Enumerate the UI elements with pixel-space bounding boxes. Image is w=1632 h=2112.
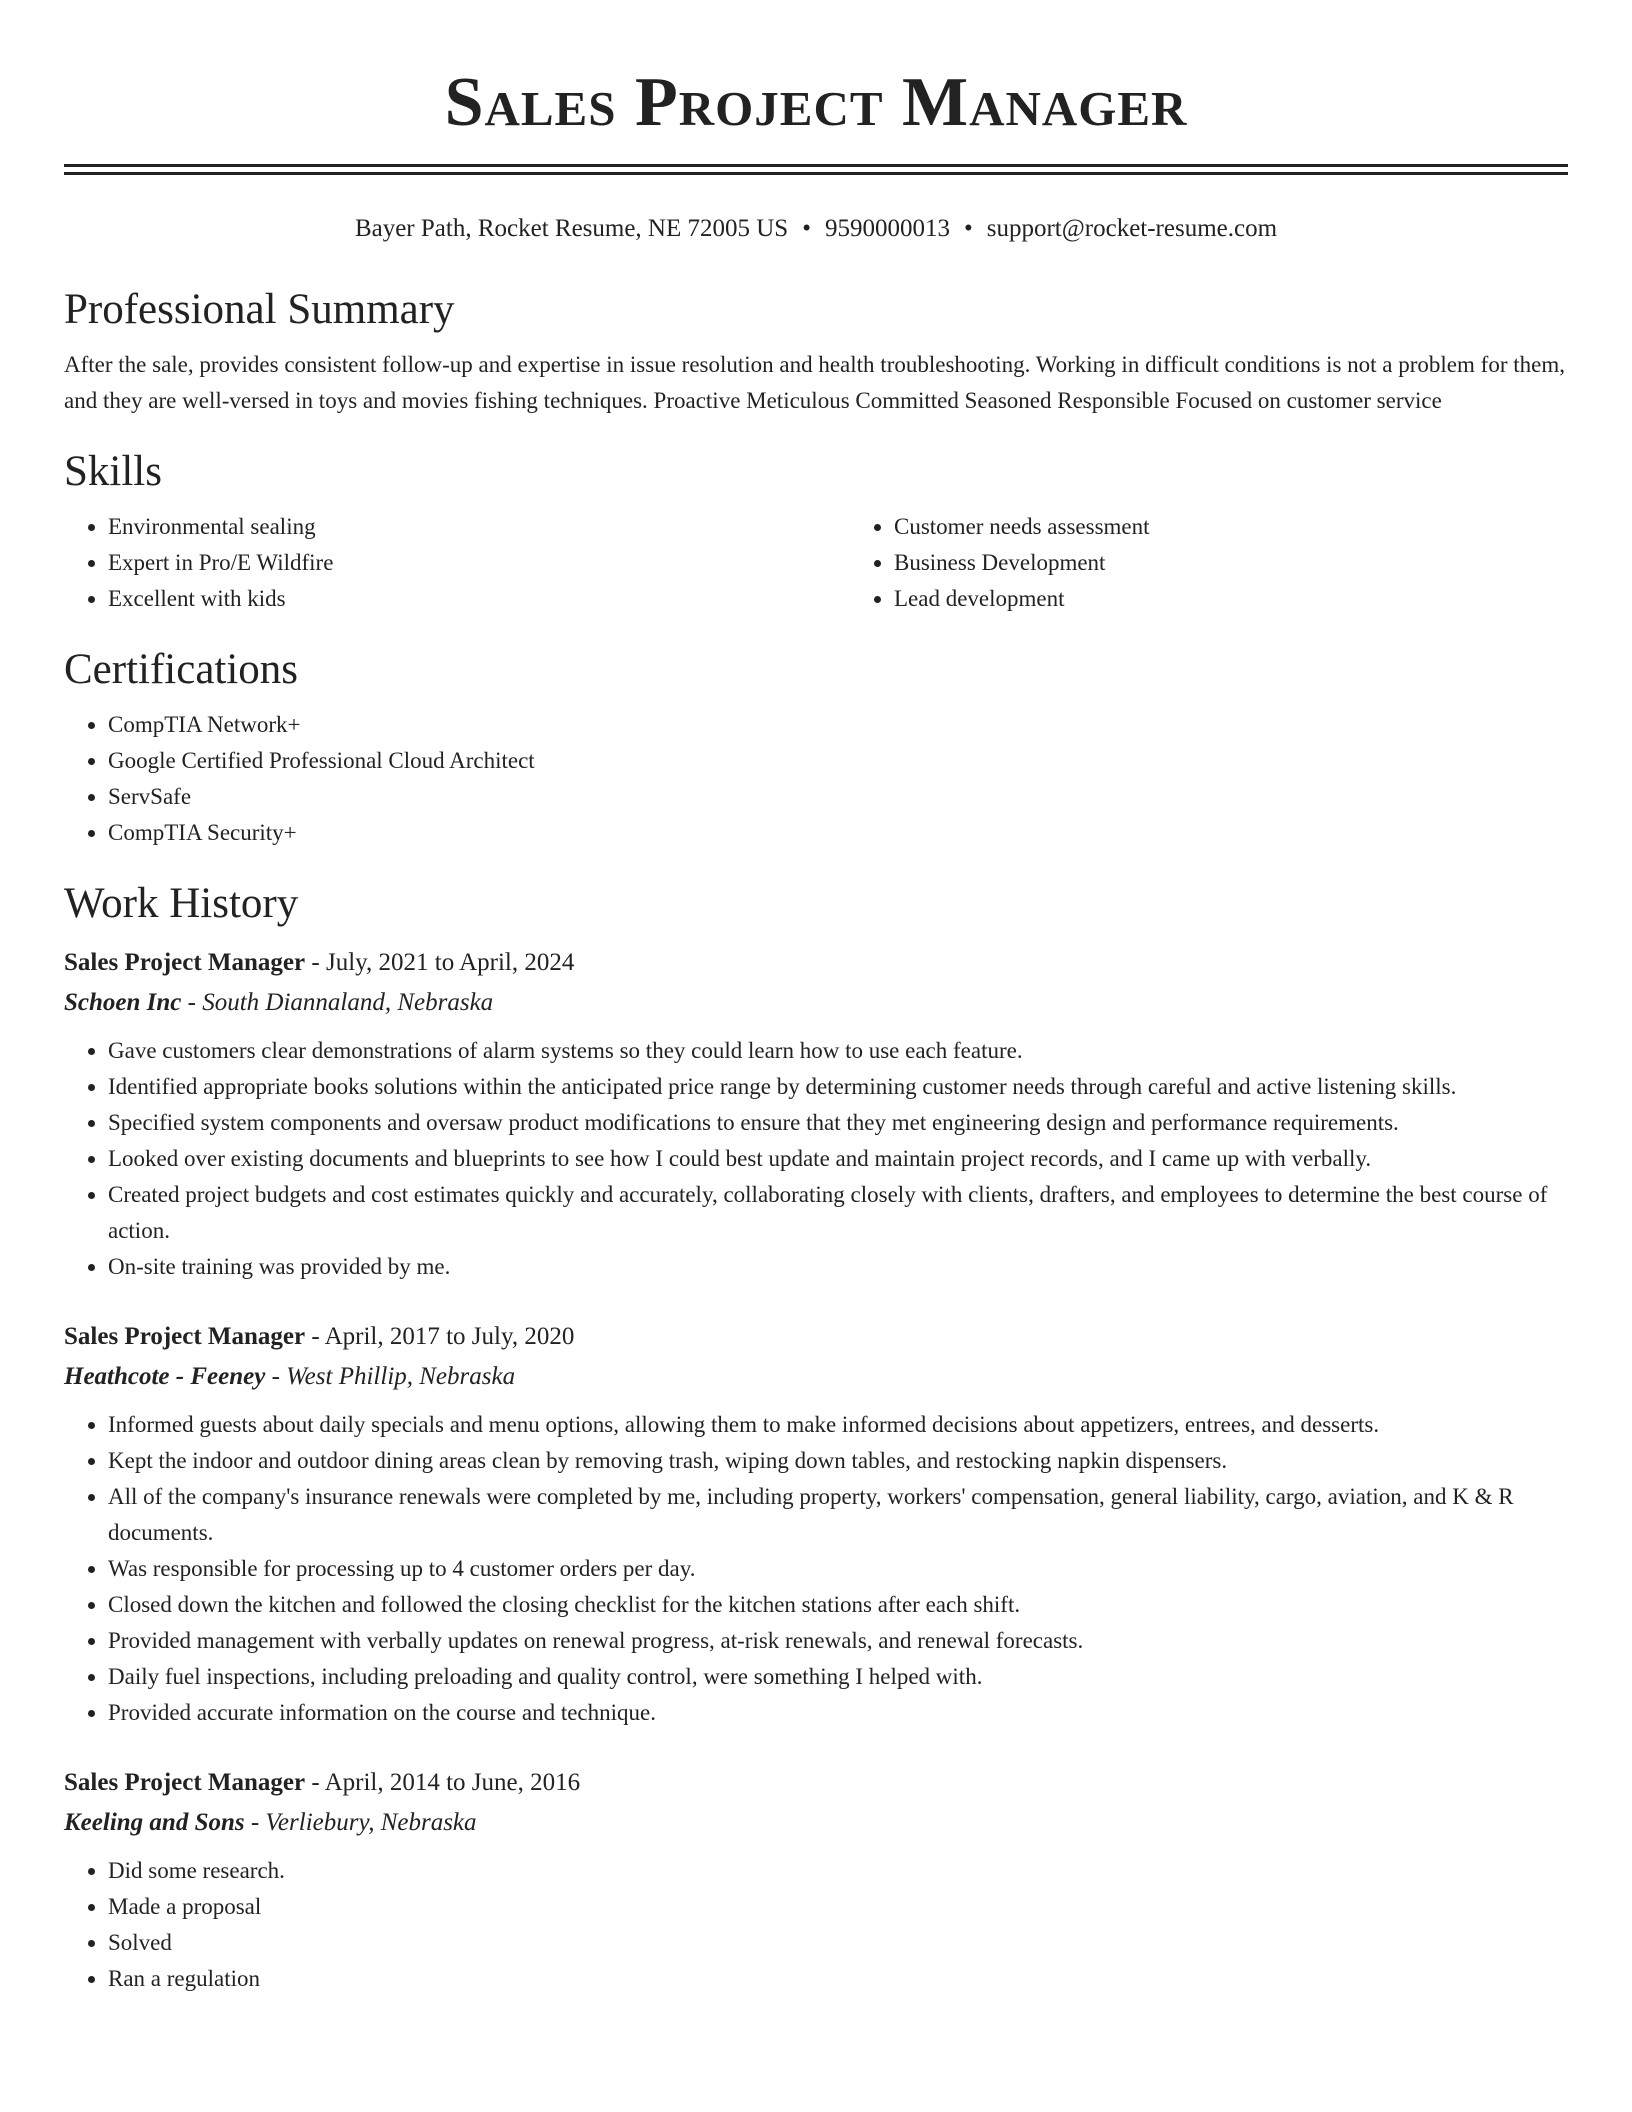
- skills-heading: Skills: [64, 448, 162, 495]
- job-title-line: [64, 1763, 1568, 1803]
- job-title: Sales Project Manager: [64, 949, 306, 976]
- job-bullet: • Gave customers clear demonstrations of alarm systems so they could learn how to use each feature.: [108, 1033, 1568, 1069]
- job-location: - South Diannaland, Nebraska: [181, 989, 494, 1016]
- job-bullet: • Daily fuel inspections, including preloading and quality control, were something I helped with.: [108, 1659, 1568, 1695]
- certification-item: • ServSafe: [108, 779, 1568, 815]
- job-company: Keeling and Sons: [64, 1809, 245, 1836]
- job-bullet: • Looked over existing documents and blueprints to see how I could best update and maintain project records, and I came up with verbally.: [108, 1141, 1568, 1177]
- skill-item: • Expert in Pro/E Wildfire: [108, 545, 850, 581]
- job-bullet: • Was responsible for processing up to 4 customer orders per day.: [108, 1551, 1568, 1587]
- certification-item: • CompTIA Network+: [108, 707, 1568, 743]
- job-bullet: • Did some research.: [108, 1853, 1568, 1889]
- skill-item: • Customer needs assessment: [894, 509, 1632, 545]
- job-bullets: [64, 1853, 1568, 1997]
- job-bullet: • Closed down the kitchen and followed the closing checklist for the kitchen stations after each shift.: [108, 1587, 1568, 1623]
- job-title-line: [64, 1317, 1568, 1357]
- job-bullet: • On-site training was provided by me.: [108, 1249, 1568, 1285]
- skill-item: • Lead development: [894, 581, 1632, 617]
- job-entry: [64, 943, 1568, 1285]
- summary-text: After the sale, provides consistent follow-up and expertise in issue resolution and health troubleshooting. Working in difficult conditions is not a problem for them, and they are well-versed in toys and movies fishing techniques. Proactive Meticulous Committed Seasoned Responsible Focused on customer service: [64, 352, 1565, 413]
- contact-phone: 9590000013: [824, 215, 950, 242]
- contact-separator: •: [963, 215, 973, 242]
- job-entry: [64, 1763, 1568, 1997]
- skills-list-right: [850, 509, 1632, 617]
- resume-title: Sales Project Manager: [444, 64, 1188, 141]
- job-bullet: • Ran a regulation: [108, 1961, 1568, 1997]
- contact-address: Bayer Path, Rocket Resume, NE 72005 US: [354, 215, 789, 242]
- job-entry: [64, 1317, 1568, 1731]
- contact-line: [64, 213, 1568, 245]
- certifications-list: [64, 707, 1568, 851]
- skill-item: • Business Development: [894, 545, 1632, 581]
- title-double-rule: [64, 164, 1568, 175]
- contact-email: support@rocket-resume.com: [986, 215, 1278, 242]
- job-dates: - April, 2017 to July, 2020: [305, 1323, 575, 1350]
- summary-heading: Professional Summary: [64, 286, 455, 333]
- job-bullet: • Specified system components and oversaw product modifications to ensure that they met engineering design and performance requirements.: [108, 1105, 1568, 1141]
- job-title: Sales Project Manager: [64, 1769, 306, 1796]
- job-company-line: [64, 1357, 1568, 1397]
- job-company: Schoen Inc: [64, 989, 182, 1016]
- job-bullets: [64, 1033, 1568, 1285]
- contact-separator: •: [802, 215, 811, 242]
- job-bullet: • Provided management with verbally updates on renewal progress, at-risk renewals, and renewal forecasts.: [108, 1623, 1568, 1659]
- work-history-section: [64, 879, 1568, 1997]
- certification-item: • CompTIA Security+: [108, 815, 1568, 851]
- job-bullet: • Solved: [108, 1925, 1568, 1961]
- job-bullet: • Kept the indoor and outdoor dining areas clean by removing trash, wiping down tables, and restocking napkin dispensers.: [108, 1443, 1568, 1479]
- job-title-line: [64, 943, 1568, 983]
- certification-item: • Google Certified Professional Cloud Architect: [108, 743, 1568, 779]
- skills-section: [64, 447, 1568, 617]
- job-bullet: • Provided accurate information on the course and technique.: [108, 1695, 1568, 1731]
- job-company-line: [64, 1803, 1568, 1843]
- skills-columns: [64, 509, 1568, 617]
- certifications-heading: Certifications: [64, 646, 299, 693]
- job-bullet: • Identified appropriate books solutions within the anticipated price range by determining customer needs through careful and active listening skills.: [108, 1069, 1568, 1105]
- job-location: - Verliebury, Nebraska: [244, 1809, 477, 1836]
- skill-item: • Excellent with kids: [108, 581, 850, 617]
- job-dates: - July, 2021 to April, 2024: [305, 949, 575, 976]
- job-dates: - April, 2014 to June, 2016: [305, 1769, 581, 1796]
- job-bullet: • All of the company's insurance renewals were completed by me, including property, workers' compensation, general liability, cargo, aviation, and K & R documents.: [108, 1479, 1568, 1551]
- job-bullets: [64, 1407, 1568, 1731]
- skill-item: • Environmental sealing: [108, 509, 850, 545]
- job-bullet: • Informed guests about daily specials and menu options, allowing them to make informed decisions about appetizers, entrees, and desserts.: [108, 1407, 1568, 1443]
- job-bullet: • Made a proposal: [108, 1889, 1568, 1925]
- job-title: Sales Project Manager: [64, 1323, 306, 1350]
- job-bullet: • Created project budgets and cost estimates quickly and accurately, collaborating closely with clients, drafters, and employees to determine the best course of action.: [108, 1177, 1568, 1249]
- job-company: Heathcote - Feeney: [64, 1363, 266, 1390]
- certifications-section: [64, 645, 1568, 851]
- summary-section: [64, 285, 1568, 419]
- job-location: - West Phillip, Nebraska: [265, 1363, 516, 1390]
- skills-list-left: [64, 509, 850, 617]
- work-history-heading: Work History: [64, 880, 299, 927]
- job-company-line: [64, 983, 1568, 1023]
